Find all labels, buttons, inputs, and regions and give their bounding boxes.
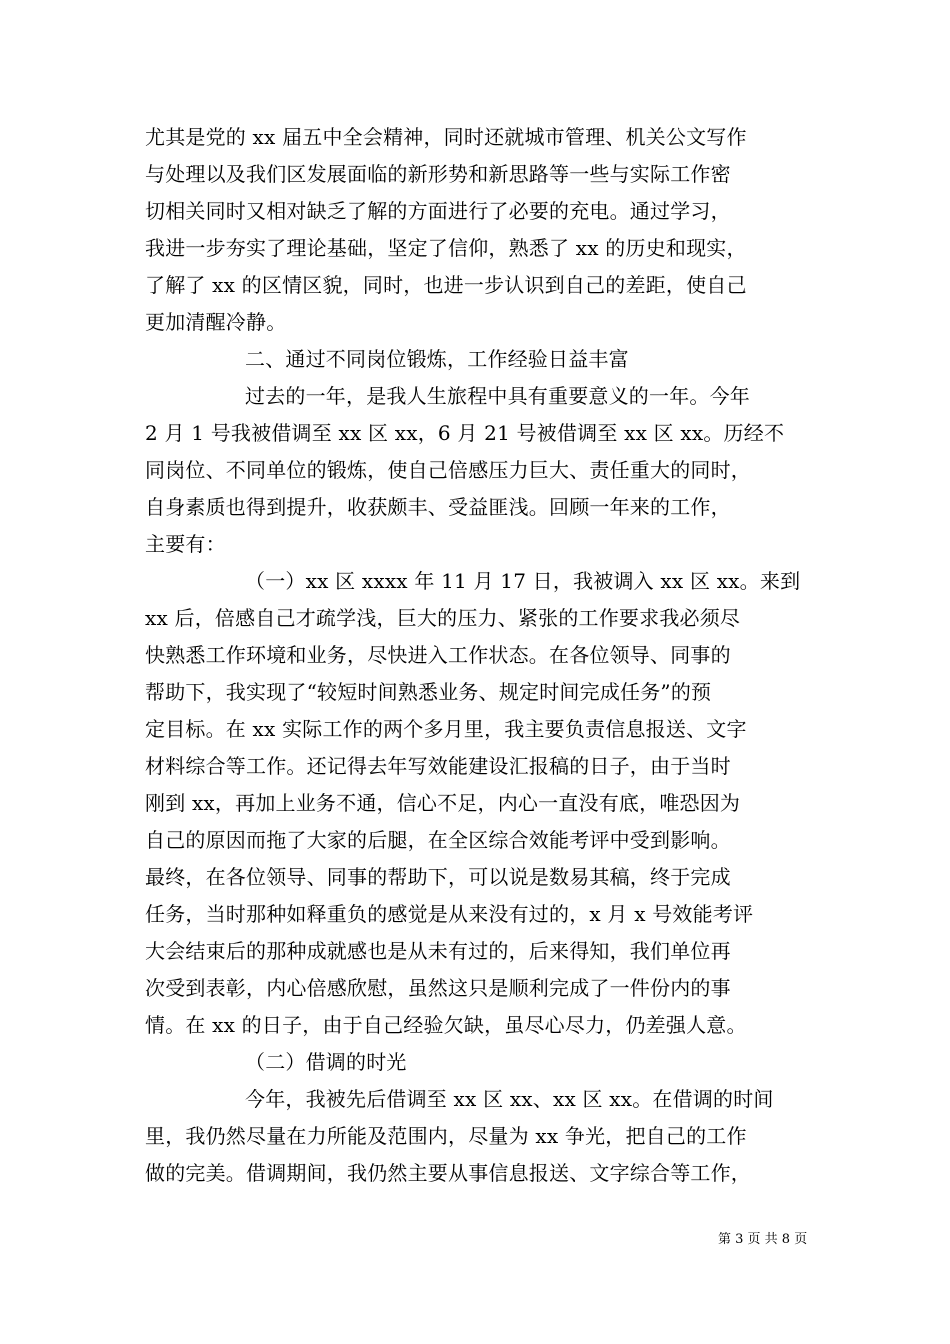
page-number: 第 3 页 共 8 页 xyxy=(718,1232,808,1247)
text-line: 切相关同时又相对缺乏了解的方面进行了必要的充电。通过学习， xyxy=(145,199,731,223)
text-line: 定目标。在 xx 实际工作的两个多月里，我主要负责信息报送、文字 xyxy=(145,717,747,741)
text-line: （一）xx 区 xxxx 年 11 月 17 日，我被调入 xx 区 xx。来到 xyxy=(245,569,801,593)
text-line: 同岗位、不同单位的锻炼，使自己倍感压力巨大、责任重大的同时， xyxy=(145,458,751,482)
text-line: 过去的一年，是我人生旅程中具有重要意义的一年。今年 xyxy=(245,384,750,408)
text-line: 材料综合等工作。还记得去年写效能建设汇报稿的日子，由于当时 xyxy=(145,754,731,778)
section-heading: 二、通过不同岗位锻炼，工作经验日益丰富 xyxy=(245,347,629,371)
text-line: 情。在 xx 的日子，由于自己经验欠缺，虽尽心尽力，仍差强人意。 xyxy=(145,1013,747,1037)
text-line: 主要有： xyxy=(145,532,226,556)
text-line: 里，我仍然尽量在力所能及范围内，尽量为 xx 争光，把自己的工作 xyxy=(145,1124,747,1148)
text-line: 自己的原因而拖了大家的后腿，在全区综合效能考评中受到影响。 xyxy=(145,828,731,852)
text-line: 更加清醒冷静。 xyxy=(145,310,287,334)
subsection-heading: （二）借调的时光 xyxy=(245,1050,407,1074)
text-line: 我进一步夯实了理论基础，坚定了信仰，熟悉了 xx 的历史和现实， xyxy=(145,236,747,260)
text-line: 与处理以及我们区发展面临的新形势和新思路等一些与实际工作密 xyxy=(145,162,731,186)
text-line: xx 后，倍感自己才疏学浅，巨大的压力、紧张的工作要求我必须尽 xyxy=(145,606,741,630)
text-line: 尤其是党的 xx 届五中全会精神，同时还就城市管理、机关公文写作 xyxy=(145,125,747,149)
text-line: 帮助下，我实现了“较短时间熟悉业务、规定时间完成任务”的预 xyxy=(145,680,712,704)
text-line: 大会结束后的那种成就感也是从未有过的，后来得知，我们单位再 xyxy=(145,939,731,963)
text-line: 今年，我被先后借调至 xx 区 xx、xx 区 xx。在借调的时间 xyxy=(245,1087,774,1111)
text-line: 自身素质也得到提升，收获颇丰、受益匪浅。回顾一年来的工作， xyxy=(145,495,731,519)
text-line: 做的完美。借调期间，我仍然主要从事信息报送、文字综合等工作， xyxy=(145,1161,751,1185)
text-line: 刚到 xx，再加上业务不通，信心不足，内心一直没有底，唯恐因为 xyxy=(145,791,741,815)
text-line: 任务，当时那种如释重负的感觉是从来没有过的，x 月 x 号效能考评 xyxy=(145,902,754,926)
text-line: 快熟悉工作环境和业务，尽快进入工作状态。在各位领导、同事的 xyxy=(145,643,731,667)
text-line: 次受到表彰，内心倍感欣慰，虽然这只是顺利完成了一件份内的事 xyxy=(145,976,731,1000)
text-line: 最终，在各位领导、同事的帮助下，可以说是数易其稿，终于完成 xyxy=(145,865,731,889)
text-line: 2 月 1 号我被借调至 xx 区 xx，6 月 21 号被借调至 xx 区 xx。历经不 xyxy=(145,421,785,445)
text-line: 了解了 xx 的区情区貌，同时，也进一步认识到自己的差距，使自己 xyxy=(145,273,747,297)
